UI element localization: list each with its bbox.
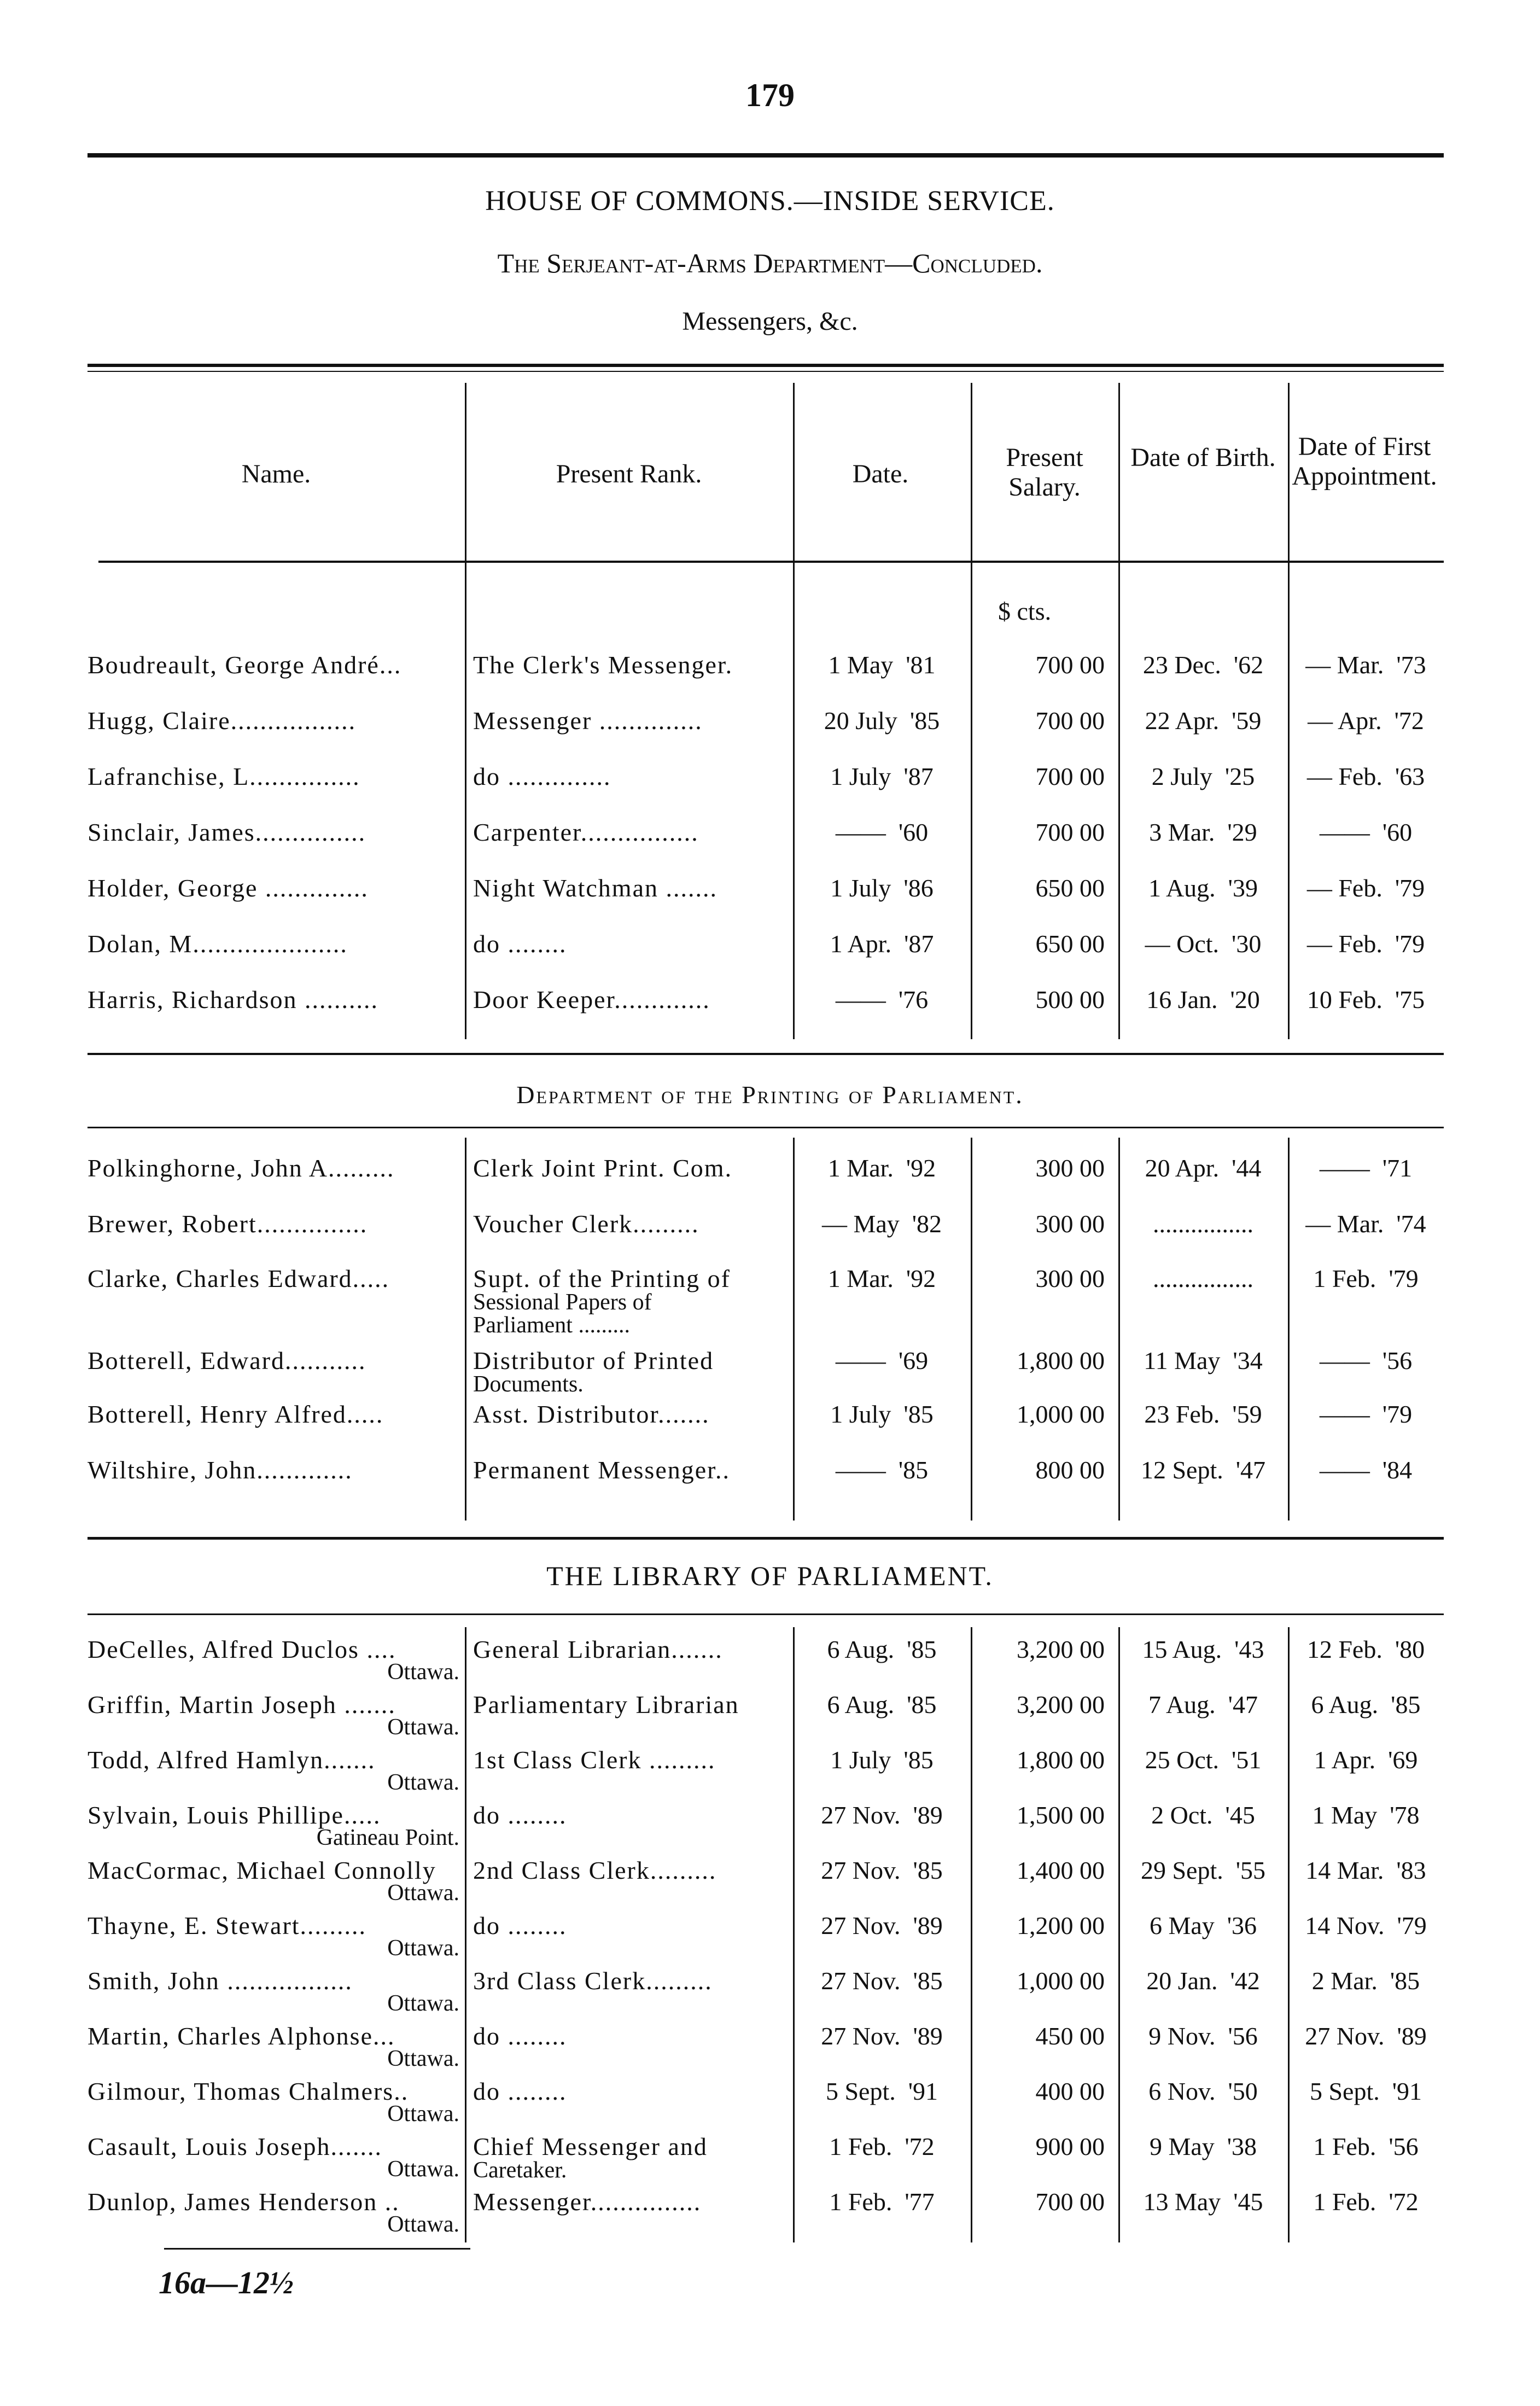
row-name: Gilmour, Thomas Chalmers.. (88, 2077, 409, 2105)
row-date: 6 Aug. '85 (827, 1691, 937, 1718)
row-birth: 9 Nov. '56 (1148, 2022, 1258, 2050)
row-date: 5 Sept. '91 (825, 2077, 938, 2105)
row-salary: 700 00 (1035, 762, 1105, 790)
row-date: 6 Aug. '85 (827, 1635, 937, 1663)
row-date: 27 Nov. '89 (821, 2022, 943, 2050)
row-salary: 1,200 00 (1017, 1912, 1105, 1939)
header-rule (98, 561, 1444, 563)
row-name: Holder, George .............. (88, 874, 369, 902)
row-rank-cont: Sessional Papers of (473, 1290, 652, 1315)
row-first: — Feb. '79 (1306, 874, 1425, 902)
row-salary: 1,000 00 (1017, 1967, 1105, 1995)
row-first: 1 Feb. '56 (1313, 2133, 1419, 2160)
row-rank: do .............. (473, 762, 611, 790)
col-divider (465, 383, 466, 1039)
row-name: Hugg, Claire................. (88, 707, 357, 735)
row-name: Casault, Louis Joseph....... (88, 2133, 382, 2160)
col-header-name: Name. (241, 459, 311, 488)
row-salary: 1,400 00 (1017, 1856, 1105, 1884)
row-rank: The Clerk's Messenger. (473, 651, 733, 679)
table-top-rule-thin (88, 371, 1444, 372)
footer-signature: 16a—12½ (159, 2265, 294, 2300)
row-rank: Night Watchman ....... (473, 874, 718, 902)
section-title-printing: Department of the Printing of Parliament. (516, 1081, 1024, 1109)
row-first: 5 Sept. '91 (1309, 2077, 1422, 2105)
row-birth: 23 Feb. '59 (1144, 1400, 1262, 1428)
row-salary: 3,200 00 (1017, 1691, 1105, 1718)
row-date: —— '60 (835, 818, 929, 846)
row-rank: Messenger............... (473, 2188, 702, 2216)
row-date: 20 July '85 (824, 707, 940, 735)
top-rule (88, 153, 1444, 158)
col-divider (1288, 383, 1290, 1039)
row-birth: ................ (1153, 1210, 1253, 1238)
col-divider (971, 383, 972, 1039)
row-salary: 700 00 (1035, 707, 1105, 735)
row-name: Polkinghorne, John A......... (88, 1154, 395, 1182)
col-divider (971, 1627, 972, 2242)
row-place: Ottawa. (387, 1659, 459, 1685)
col-divider (1118, 383, 1120, 1039)
row-birth: 7 Aug. '47 (1148, 1691, 1258, 1718)
row-salary: 300 00 (1035, 1265, 1105, 1292)
page-number: 179 (745, 77, 795, 113)
row-date: 27 Nov. '89 (821, 1801, 943, 1829)
row-first: — Apr. '72 (1308, 707, 1424, 735)
row-name: Wiltshire, John............. (88, 1456, 353, 1484)
row-birth: 16 Jan. '20 (1146, 986, 1260, 1013)
row-first: 1 May '78 (1312, 1801, 1420, 1829)
col-header-birth: Date of Birth. (1130, 443, 1276, 472)
row-name: Martin, Charles Alphonse... (88, 2022, 395, 2050)
row-rank: Door Keeper............. (473, 986, 710, 1013)
row-date: 1 July '85 (830, 1746, 934, 1774)
row-birth: 6 May '36 (1149, 1912, 1257, 1939)
row-name: Boudreault, George André... (88, 651, 402, 679)
row-rank: Chief Messenger and (473, 2133, 708, 2160)
row-birth: 29 Sept. '55 (1140, 1856, 1266, 1884)
col-divider (971, 1138, 972, 1521)
row-rank-cont: Documents. (473, 1372, 584, 1397)
row-salary: 800 00 (1035, 1456, 1105, 1484)
row-date: 1 Feb. '72 (829, 2133, 935, 2160)
row-place: Ottawa. (387, 2212, 459, 2237)
row-first: 6 Aug. '85 (1311, 1691, 1421, 1718)
row-salary: 900 00 (1035, 2133, 1105, 2160)
row-place: Ottawa. (387, 2101, 459, 2127)
row-rank: do ........ (473, 2077, 567, 2105)
row-date: —— '85 (835, 1456, 929, 1484)
row-birth: 9 May '38 (1149, 2133, 1257, 2160)
row-birth: 22 Apr. '59 (1145, 707, 1262, 735)
row-salary: 300 00 (1035, 1154, 1105, 1182)
row-salary: 1,800 00 (1017, 1347, 1105, 1374)
row-name: Sylvain, Louis Phillipe..... (88, 1801, 381, 1829)
subsection-title: Messengers, &c. (682, 307, 858, 336)
col-divider (1288, 1627, 1290, 2242)
col-divider (465, 1627, 466, 2242)
row-first: — Mar. '74 (1305, 1210, 1426, 1238)
row-name: Clarke, Charles Edward..... (88, 1265, 390, 1292)
row-salary: 700 00 (1035, 818, 1105, 846)
section-rule (88, 1127, 1444, 1128)
row-birth: 20 Jan. '42 (1146, 1967, 1260, 1995)
row-rank: do ........ (473, 1801, 567, 1829)
col-divider (465, 1138, 466, 1521)
row-rank: do ........ (473, 930, 567, 958)
row-date: 1 Apr. '87 (830, 930, 934, 958)
row-birth: 3 Mar. '29 (1149, 818, 1257, 846)
row-rank: Distributor of Printed (473, 1347, 714, 1374)
row-rank: Messenger .............. (473, 707, 703, 735)
row-birth: ................ (1153, 1265, 1253, 1292)
row-rank: Carpenter................ (473, 818, 699, 846)
row-name: Botterell, Henry Alfred..... (88, 1400, 384, 1428)
row-rank: Voucher Clerk......... (473, 1210, 699, 1238)
row-salary: 700 00 (1035, 651, 1105, 679)
row-rank-cont: Caretaker. (473, 2158, 567, 2183)
row-name: Dolan, M..................... (88, 930, 348, 958)
row-name: Brewer, Robert............... (88, 1210, 368, 1238)
row-first: 12 Feb. '80 (1306, 1635, 1425, 1663)
row-place: Ottawa. (387, 1880, 459, 1906)
section-title-library: THE LIBRARY OF PARLIAMENT. (546, 1560, 994, 1591)
row-salary: 300 00 (1035, 1210, 1105, 1238)
row-salary: 1,800 00 (1017, 1746, 1105, 1774)
row-birth: — Oct. '30 (1145, 930, 1262, 958)
row-rank-cont: Parliament ......... (473, 1313, 630, 1338)
department-subtitle: The Serjeant-at-Arms Department—Concluded. (497, 248, 1043, 278)
row-date: 27 Nov. '85 (821, 1967, 943, 1995)
row-salary: 450 00 (1035, 2022, 1105, 2050)
row-date: — May '82 (821, 1210, 942, 1238)
row-name: Smith, John ................. (88, 1967, 353, 1995)
row-birth: 2 Oct. '45 (1151, 1801, 1255, 1829)
col-divider (793, 1627, 795, 2242)
col-divider (1118, 1138, 1120, 1521)
row-first: — Mar. '73 (1305, 651, 1426, 679)
row-date: —— '69 (835, 1347, 929, 1374)
row-name: Todd, Alfred Hamlyn....... (88, 1746, 376, 1774)
row-first: —— '79 (1319, 1400, 1413, 1428)
row-birth: 6 Nov. '50 (1148, 2077, 1258, 2105)
row-salary: 500 00 (1035, 986, 1105, 1013)
row-date: 1 Mar. '92 (827, 1265, 936, 1292)
row-first: —— '71 (1319, 1154, 1413, 1182)
row-name: Sinclair, James............... (88, 818, 366, 846)
row-birth: 11 May '34 (1144, 1347, 1263, 1374)
row-name: Thayne, E. Stewart......... (88, 1912, 367, 1939)
row-salary: 400 00 (1035, 2077, 1105, 2105)
row-rank: Permanent Messenger.. (473, 1456, 730, 1484)
row-first: — Feb. '63 (1306, 762, 1425, 790)
row-birth: 20 Apr. '44 (1145, 1154, 1262, 1182)
row-first: 27 Nov. '89 (1305, 2022, 1427, 2050)
row-rank: 2nd Class Clerk......... (473, 1856, 717, 1884)
col-divider (793, 1138, 795, 1521)
page-title: HOUSE OF COMMONS.—INSIDE SERVICE. (485, 185, 1055, 217)
row-birth: 13 May '45 (1143, 2188, 1263, 2216)
row-first: 2 Mar. '85 (1311, 1967, 1420, 1995)
row-rank: General Librarian....... (473, 1635, 723, 1663)
row-first: —— '84 (1319, 1456, 1413, 1484)
row-date: 27 Nov. '85 (821, 1856, 943, 1884)
row-place: Gatineau Point. (316, 1825, 459, 1850)
row-rank: do ........ (473, 2022, 567, 2050)
row-date: 1 July '85 (830, 1400, 934, 1428)
section-rule (88, 1537, 1444, 1540)
row-first: —— '60 (1319, 818, 1413, 846)
row-rank: Supt. of the Printing of (473, 1265, 731, 1292)
row-first: 1 Apr. '69 (1314, 1746, 1418, 1774)
row-name: Lafranchise, L............... (88, 762, 360, 790)
row-first: 14 Mar. '83 (1305, 1856, 1426, 1884)
row-salary: 1,500 00 (1017, 1801, 1105, 1829)
row-date: 1 May '81 (828, 651, 936, 679)
col-header-date: Date. (852, 459, 909, 488)
col-divider (1288, 1138, 1290, 1521)
row-rank: 1st Class Clerk ......... (473, 1746, 716, 1774)
bottom-rule (164, 2248, 470, 2250)
row-first: 10 Feb. '75 (1306, 986, 1425, 1013)
row-birth: 25 Oct. '51 (1145, 1746, 1262, 1774)
row-date: 1 July '86 (830, 874, 934, 902)
row-rank: 3rd Class Clerk......... (473, 1967, 713, 1995)
row-salary: 3,200 00 (1017, 1635, 1105, 1663)
row-salary: 1,000 00 (1017, 1400, 1105, 1428)
row-first: 14 Nov. '79 (1305, 1912, 1427, 1939)
row-place: Ottawa. (387, 1715, 459, 1740)
row-name: Griffin, Martin Joseph ....... (88, 1691, 396, 1718)
col-header-salary: Present Salary. (1006, 443, 1083, 502)
row-salary: 700 00 (1035, 2188, 1105, 2216)
row-first: —— '56 (1319, 1347, 1413, 1374)
row-date: —— '76 (835, 986, 929, 1013)
currency-header: $ cts. (998, 597, 1052, 625)
row-date: 1 Feb. '77 (829, 2188, 935, 2216)
row-salary: 650 00 (1035, 930, 1105, 958)
row-name: MacCormac, Michael Connolly (88, 1856, 436, 1884)
section-rule (88, 1053, 1444, 1055)
row-birth: 12 Sept. '47 (1140, 1456, 1266, 1484)
row-first: 1 Feb. '72 (1313, 2188, 1419, 2216)
row-name: DeCelles, Alfred Duclos .... (88, 1635, 396, 1663)
row-name: Dunlop, James Henderson .. (88, 2188, 400, 2216)
row-rank: Asst. Distributor....... (473, 1400, 710, 1428)
row-date: 1 Mar. '92 (827, 1154, 936, 1182)
section-rule (88, 1613, 1444, 1615)
row-birth: 23 Dec. '62 (1142, 651, 1264, 679)
row-rank: Parliamentary Librarian (473, 1691, 739, 1718)
row-salary: 650 00 (1035, 874, 1105, 902)
row-place: Ottawa. (387, 2157, 459, 2182)
row-birth: 2 July '25 (1151, 762, 1255, 790)
row-rank: Clerk Joint Print. Com. (473, 1154, 733, 1182)
row-name: Botterell, Edward........... (88, 1347, 366, 1374)
col-header-first: Date of First Appointment. (1292, 432, 1437, 491)
row-place: Ottawa. (387, 1991, 459, 2016)
col-divider (793, 383, 795, 1039)
row-first: — Feb. '79 (1306, 930, 1425, 958)
row-birth: 1 Aug. '39 (1148, 874, 1258, 902)
row-place: Ottawa. (387, 1770, 459, 1795)
row-name: Harris, Richardson .......... (88, 986, 378, 1013)
row-date: 27 Nov. '89 (821, 1912, 943, 1939)
row-date: 1 July '87 (830, 762, 934, 790)
row-place: Ottawa. (387, 1936, 459, 1961)
col-header-rank: Present Rank. (556, 459, 702, 488)
table-top-rule (88, 364, 1444, 367)
col-divider (1118, 1627, 1120, 2242)
row-first: 1 Feb. '79 (1313, 1265, 1419, 1292)
row-birth: 15 Aug. '43 (1142, 1635, 1264, 1663)
row-rank: do ........ (473, 1912, 567, 1939)
row-place: Ottawa. (387, 2046, 459, 2071)
